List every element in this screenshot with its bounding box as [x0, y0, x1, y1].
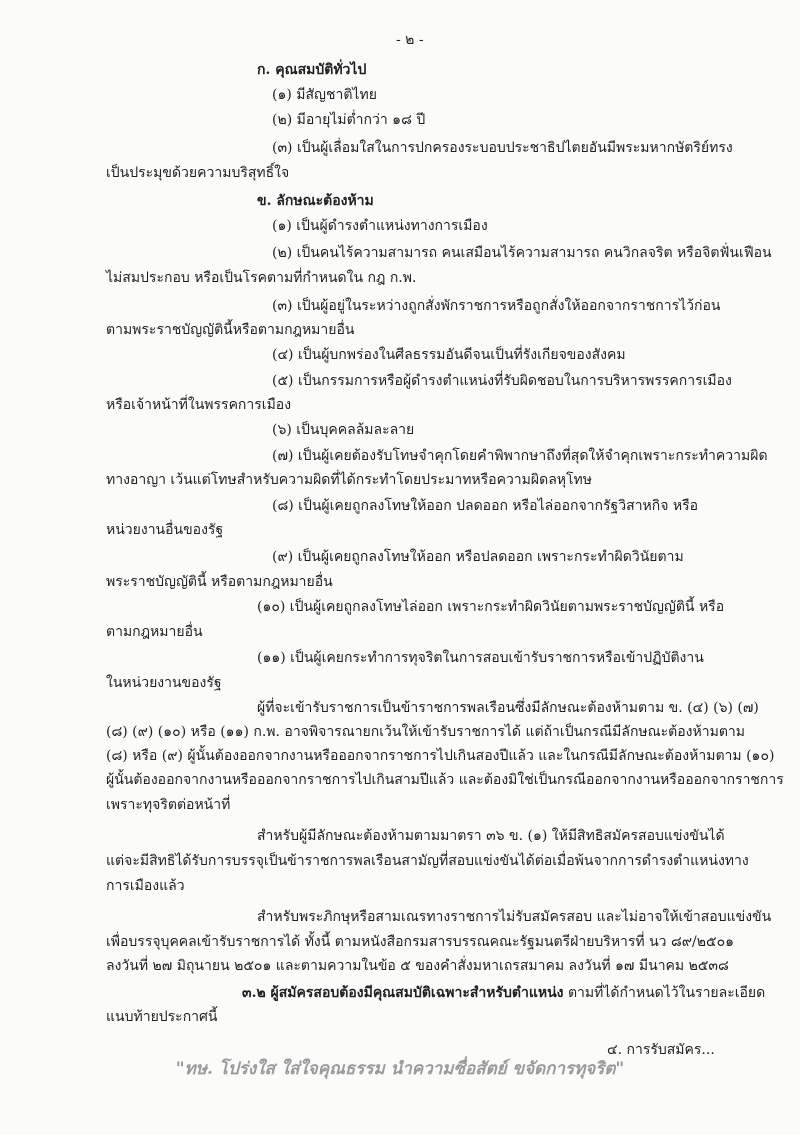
- list-item: (๑) มีสัญชาติไทย: [272, 87, 377, 103]
- list-item: (๑) เป็นผู้ดำรงตำแหน่งทางการเมือง: [272, 218, 488, 234]
- section-3-2-text: ตามที่ได้กำหนดไว้ในรายละเอียด: [563, 985, 766, 1001]
- list-item: (๖) เป็นบุคคลล้มละลาย: [272, 422, 415, 438]
- list-item: (๔) เป็นผู้บกพร่องในศีลธรรมอันดีจนเป็นที่รังเกียจของสังคม: [272, 347, 626, 363]
- list-item-continuation: พระราชบัญญัตินี้ หรือตามกฎหมายอื่น: [106, 574, 333, 590]
- paragraph-line: ผู้ที่จะเข้ารับราชการเป็นข้าราชการพลเรือนซึ่งมีลักษณะต้องห้ามตาม ข. (๔) (๖) (๗): [257, 700, 759, 716]
- list-item-continuation: ไม่สมประกอบ หรือเป็นโรคตามที่กำหนดใน กฎ ก.พ.: [106, 270, 417, 286]
- list-item: (๕) เป็นกรรมการหรือผู้ดำรงตำแหน่งที่รับผิดชอบในการบริหารพรรคการเมือง: [272, 373, 732, 389]
- list-item-continuation: ในหน่วยงานของรัฐ: [106, 675, 222, 691]
- list-item: (๒) มีอายุไม่ต่ำกว่า ๑๘ ปี: [272, 112, 426, 128]
- list-item: (๑๑) เป็นผู้เคยกระทำการทุจริตในการสอบเข้ารับราชการหรือเข้าปฏิบัติงาน: [257, 650, 704, 666]
- section-kho-heading: ข. ลักษณะต้องห้าม: [257, 193, 374, 209]
- paragraph-line: ผู้นั้นต้องออกจากงานหรือออกจากราชการไปเกินสามปีแล้ว และต้องมิใช่เป็นกรณีออกจากงานหรือออกจากราชการ: [106, 772, 784, 788]
- section-ko-heading: ก. คุณสมบัติทั่วไป: [257, 62, 367, 78]
- section-3-2-heading: ๓.๒ ผู้สมัครสอบต้องมีคุณสมบัติเฉพาะสำหรับตำแหน่ง: [242, 985, 564, 1001]
- paragraph-line: ลงวันที่ ๒๗ มิถุนายน ๒๕๐๑ และตามความในข้อ ๕ ของคำสั่งมหาเถรสมาคม ลงวันที่ ๑๗ มีนาคม ๒๕๓๘: [106, 958, 729, 974]
- continuation-text: ๔. การรับสมัคร...: [607, 1042, 715, 1058]
- list-item-continuation: ตามพระราชบัญญัตินี้หรือตามกฎหมายอื่น: [106, 322, 355, 338]
- list-item: (๗) เป็นผู้เคยต้องรับโทษจำคุกโดยคำพิพากษาถึงที่สุดให้จำคุกเพราะกระทำความผิด: [272, 448, 768, 464]
- list-item-continuation: หรือเจ้าหน้าที่ในพรรคการเมือง: [106, 397, 292, 413]
- list-item-continuation: เป็นประมุขด้วยความบริสุทธิ์ใจ: [106, 165, 290, 181]
- paragraph-line: (๘) หรือ (๙) ผู้นั้นต้องออกจากงานหรือออกจากราชการไปเกินสองปีแล้ว และในกรณีมีลักษณะต้องห้ามตาม (๑๐): [106, 748, 775, 764]
- paragraph-line: สำหรับผู้มีลักษณะต้องห้ามตามมาตรา ๓๖ ข. (๑) ให้มีสิทธิสมัครสอบแข่งขันได้: [257, 828, 725, 844]
- paragraph-line: (๘) (๙) (๑๐) หรือ (๑๑) ก.พ. อาจพิจารณายกเว้นให้เข้ารับราชการได้ แต่ถ้าเป็นกรณีมีลักษณะต้องห้ามตาม: [106, 724, 745, 740]
- list-item: (๓) เป็นผู้อยู่ในระหว่างถูกสั่งพักราชการหรือถูกสั่งให้ออกจากราชการไว้ก่อน: [272, 298, 721, 314]
- list-item-continuation: ทางอาญา เว้นแต่โทษสำหรับความผิดที่ได้กระทำโดยประมาทหรือความผิดลหุโทษ: [106, 472, 592, 488]
- list-item: (๙) เป็นผู้เคยถูกลงโทษให้ออก หรือปลดออก เพราะกระทำผิดวินัยตาม: [272, 549, 684, 565]
- page-number: - ๒ -: [396, 32, 424, 48]
- paragraph-line: สำหรับพระภิกษุหรือสามเณรทางราชการไม่รับสมัครสอบ และไม่อาจให้เข้าสอบแข่งขัน: [257, 909, 772, 925]
- paragraph-line: การเมืองแล้ว: [106, 878, 185, 894]
- footer-motto: "ทษ. โปร่งใส ใส่ใจคุณธรรม นำความซื่อสัตย์ ขจัดการทุจริต": [175, 1059, 625, 1079]
- paragraph-line: แนบท้ายประกาศนี้: [106, 1009, 218, 1025]
- list-item: (๘) เป็นผู้เคยถูกลงโทษให้ออก ปลดออก หรือไล่ออกจากรัฐวิสาหกิจ หรือ: [272, 498, 699, 514]
- list-item: (๓) เป็นผู้เลื่อมใสในการปกครองระบอบประชาธิปไตยอันมีพระมหากษัตริย์ทรง: [272, 140, 733, 156]
- list-item: (๑๐) เป็นผู้เคยถูกลงโทษไล่ออก เพราะกระทำผิดวินัยตามพระราชบัญญัตินี้ หรือ: [257, 599, 725, 615]
- list-item: (๒) เป็นคนไร้ความสามารถ คนเสมือนไร้ความสามารถ คนวิกลจริต หรือจิตฟั่นเฟือน: [272, 245, 772, 261]
- paragraph-line: แต่จะมีสิทธิได้รับการบรรจุเป็นข้าราชการพลเรือนสามัญที่สอบแข่งขันได้ต่อเมื่อพ้นจากการดำรงตำแหน่งทาง: [106, 853, 749, 869]
- list-item-continuation: หน่วยงานอื่นของรัฐ: [106, 522, 224, 538]
- paragraph-line: เพราะทุจริตต่อหน้าที่: [106, 797, 231, 813]
- list-item-continuation: ตามกฎหมายอื่น: [106, 624, 203, 640]
- section-3-2-line: [242, 983, 765, 1003]
- paragraph-line: เพื่อบรรจุบุคคลเข้ารับราชการได้ ทั้งนี้ ตามหนังสือกรมสารบรรณคณะรัฐมนตรีฝ่ายบริหารที่ นว ๘๙/๒๕๐๑: [106, 934, 735, 950]
